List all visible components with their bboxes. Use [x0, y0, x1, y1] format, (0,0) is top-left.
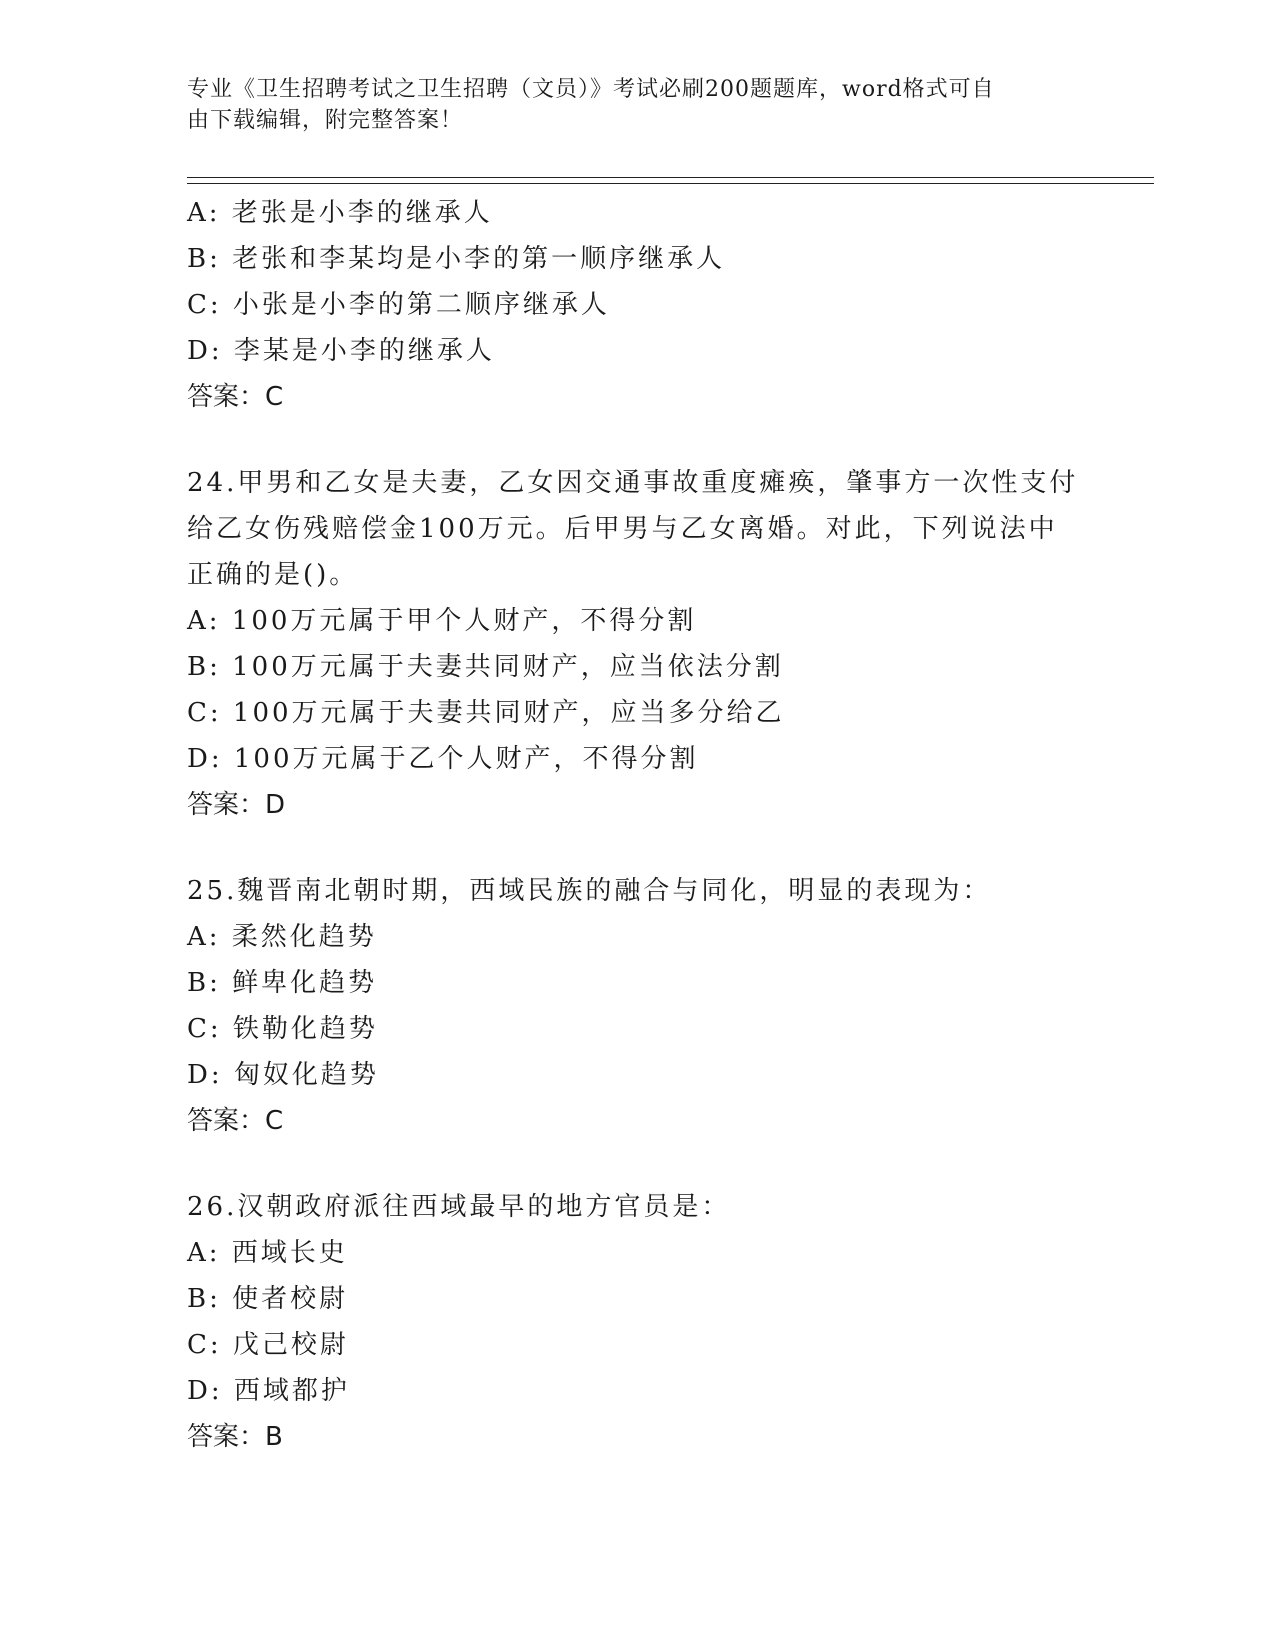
option-d: D: 李某是小李的继承人: [187, 336, 495, 366]
question-list: [187, 190, 1087, 1500]
question-stem-line: 26.汉朝政府派往西域最早的地方官员是：: [187, 1192, 731, 1222]
option-d: D: 西域都护: [187, 1376, 350, 1406]
header-rule-bottom: [187, 183, 1154, 184]
option-a: A: 老张是小李的继承人: [187, 198, 493, 228]
header-line-1: 专业《卫生招聘考试之卫生招聘（文员）》考试必刷200题题库，word格式可自: [187, 77, 995, 102]
question-23-continued: [187, 190, 1087, 420]
option-d: D: 100万元属于乙个人财产，不得分割: [187, 744, 699, 774]
option-d: D: 匈奴化趋势: [187, 1060, 379, 1090]
question-stem-line: 给乙女伤残赔偿金100万元。后甲男与乙女离婚。对此，下列说法中: [187, 514, 1058, 544]
option-a: A: 柔然化趋势: [187, 922, 377, 952]
answer-line: 答案：D: [187, 790, 286, 820]
question-24: [187, 460, 1087, 828]
option-c: C: 小张是小李的第二顺序继承人: [187, 290, 610, 320]
option-a: A: 100万元属于甲个人财产，不得分割: [187, 606, 697, 636]
option-b: B: 使者校尉: [187, 1284, 349, 1314]
option-b: B: 老张和李某均是小李的第一顺序继承人: [187, 244, 726, 274]
question-stem-line: 25.魏晋南北朝时期，西域民族的融合与同化，明显的表现为：: [187, 876, 992, 906]
header-rule-top: [187, 177, 1154, 178]
answer-line: 答案：C: [187, 382, 284, 412]
option-c: C: 铁勒化趋势: [187, 1014, 378, 1044]
question-25: [187, 868, 1087, 1144]
question-stem-line: 24.甲男和乙女是夫妻，乙女因交通事故重度瘫痪，肇事方一次性支付: [187, 468, 1079, 498]
option-a: A: 西域长史: [187, 1238, 348, 1268]
option-c: C: 100万元属于夫妻共同财产，应当多分给乙: [187, 698, 785, 728]
option-b: B: 100万元属于夫妻共同财产，应当依法分割: [187, 652, 784, 682]
answer-line: 答案：C: [187, 1106, 284, 1136]
answer-line: 答案：B: [187, 1422, 283, 1452]
document-header: [187, 74, 1067, 136]
option-b: B: 鲜卑化趋势: [187, 968, 378, 998]
header-line-2: 由下载编辑，附完整答案！: [187, 108, 464, 133]
question-stem-line: 正确的是()。: [187, 560, 359, 590]
question-26: [187, 1184, 1087, 1460]
option-c: C: 戊己校尉: [187, 1330, 349, 1360]
